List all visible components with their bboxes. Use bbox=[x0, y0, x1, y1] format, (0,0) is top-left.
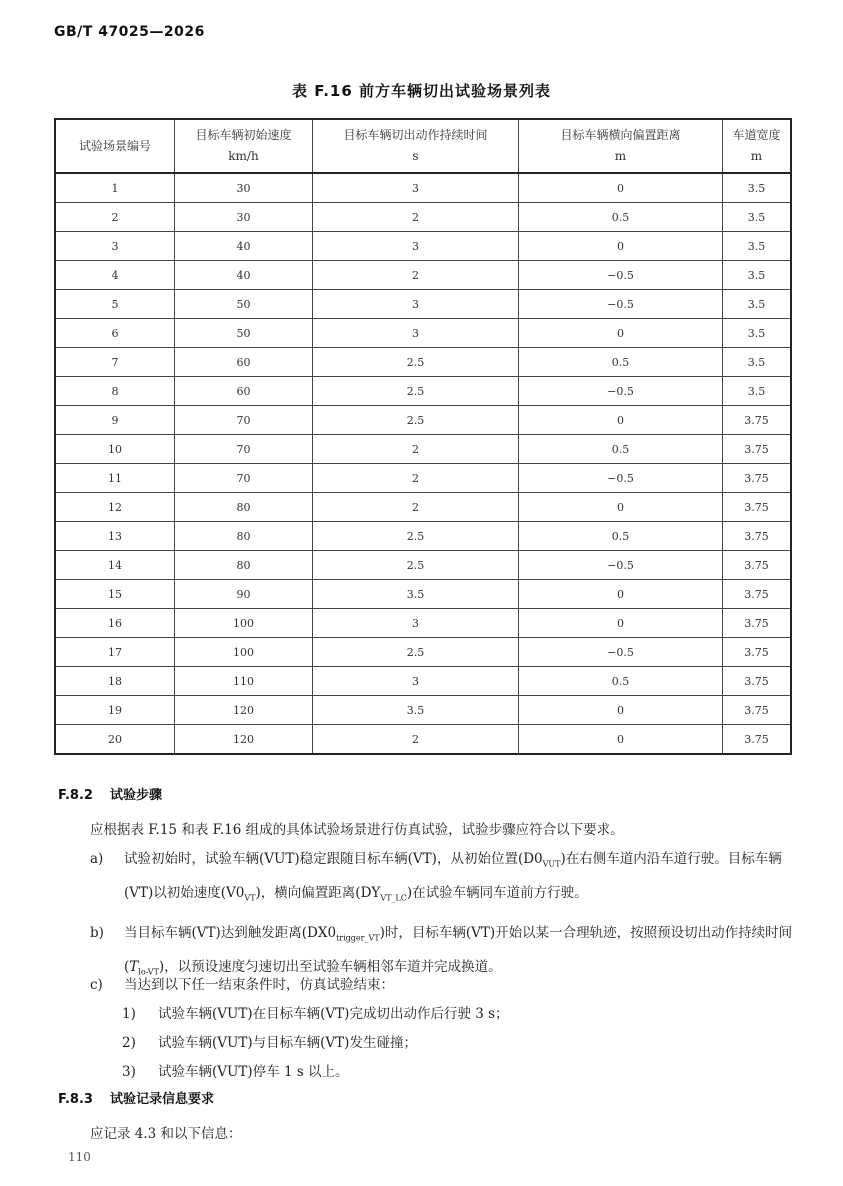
table-row bbox=[55, 261, 791, 290]
section-title: 试验记录信息要求 bbox=[110, 1092, 215, 1107]
table-cell: 2.5 bbox=[313, 638, 519, 667]
table-cell: 4 bbox=[55, 261, 175, 290]
table-row bbox=[55, 319, 791, 348]
table-cell: 0.5 bbox=[519, 667, 723, 696]
list-item-text: 当目标车辆(VT)达到触发距离$(DX0_{trigger\_VT})$时，目标车辆(VT)开始以某一合理轨迹，按照预设切出动作持续时间$(T_{lo-VT})$，以预设速度匀速切出至试验车辆相邻车道并完成换道。 bbox=[124, 925, 793, 977]
list-marker: c) bbox=[90, 977, 103, 993]
table-cell: 16 bbox=[55, 609, 175, 638]
list-item-text: 试验初始时，试验车辆(VUT)稳定跟随目标车辆(VT)，从初始位置$(D0_{VUT})$在右侧车道内沿车道行驶。目标车辆(VT)以初始速度$(V0_{VT})$，横向偏置距离$(DY_{VT\_LC})$在试验车辆同车道前方行驶。 bbox=[124, 851, 782, 903]
table-cell: 19 bbox=[55, 696, 175, 725]
list-item-text: 当达到以下任一结束条件时，仿真试验结束： bbox=[124, 977, 394, 993]
table-row bbox=[55, 377, 791, 406]
table-header-row bbox=[55, 119, 791, 173]
section-intro: 应根据表 F.15 和表 F.16 组成的具体试验场景进行仿真试验，试验步骤应符合以下要求。 bbox=[90, 822, 624, 838]
list-marker: a) bbox=[90, 851, 104, 867]
table-row bbox=[55, 348, 791, 377]
table-cell: 3.75 bbox=[723, 609, 792, 638]
sub-item-text: 试验车辆(VUT)与目标车辆(VT)发生碰撞； bbox=[158, 1035, 417, 1051]
list-item-c bbox=[90, 971, 800, 1000]
table-body bbox=[55, 173, 791, 754]
table-row bbox=[55, 638, 791, 667]
table-row bbox=[55, 522, 791, 551]
table-cell: 3.75 bbox=[723, 406, 792, 435]
table-row bbox=[55, 203, 791, 232]
section-heading-f82 bbox=[58, 784, 162, 803]
table-cell: 0.5 bbox=[519, 203, 723, 232]
table-cell: 3.75 bbox=[723, 638, 792, 667]
table-cell: 3.75 bbox=[723, 725, 792, 755]
table-row bbox=[55, 667, 791, 696]
table-cell: 0.5 bbox=[519, 522, 723, 551]
table-cell: 5 bbox=[55, 290, 175, 319]
table-cell: 3.5 bbox=[723, 261, 792, 290]
table-row bbox=[55, 290, 791, 319]
table-title: 表 F.16 前方车辆切出试验场景列表 bbox=[291, 82, 552, 100]
table-cell: 3 bbox=[313, 319, 519, 348]
table-cell: 2.5 bbox=[313, 348, 519, 377]
table-cell: −0.5 bbox=[519, 464, 723, 493]
table-cell: 2 bbox=[313, 464, 519, 493]
table-cell: 100 bbox=[175, 609, 313, 638]
table-row bbox=[55, 232, 791, 261]
table-cell: 2 bbox=[313, 203, 519, 232]
table-cell: 110 bbox=[175, 667, 313, 696]
table-cell: 10 bbox=[55, 435, 175, 464]
table-cell: 0 bbox=[519, 580, 723, 609]
table-cell: 0 bbox=[519, 696, 723, 725]
table-row bbox=[55, 435, 791, 464]
table-cell: 3.5 bbox=[723, 377, 792, 406]
table-cell: 3.5 bbox=[723, 203, 792, 232]
table-cell: 3 bbox=[313, 232, 519, 261]
table-cell: 3.75 bbox=[723, 435, 792, 464]
list-item-b bbox=[90, 919, 800, 977]
table-cell: 90 bbox=[175, 580, 313, 609]
table-cell: 3.5 bbox=[313, 696, 519, 725]
table-cell: 9 bbox=[55, 406, 175, 435]
section-intro: 应记录 4.3 和以下信息： bbox=[90, 1126, 242, 1142]
sub-item-text: 试验车辆(VUT)停车 1 s 以上。 bbox=[158, 1064, 349, 1080]
standard-number: GB/T 47025—2026 bbox=[54, 24, 205, 40]
list-marker: b) bbox=[90, 925, 104, 941]
table-cell: 100 bbox=[175, 638, 313, 667]
table-cell: 14 bbox=[55, 551, 175, 580]
table-cell: 0 bbox=[519, 609, 723, 638]
table-cell: 70 bbox=[175, 464, 313, 493]
header-initial-speed: 目标车辆初始速度 km/h bbox=[175, 119, 313, 173]
table-cell: 3.75 bbox=[723, 551, 792, 580]
table-cell: 3 bbox=[313, 173, 519, 203]
table-cell: 2 bbox=[55, 203, 175, 232]
table-row bbox=[55, 173, 791, 203]
header-cutout-duration: 目标车辆切出动作持续时间 s bbox=[313, 119, 519, 173]
table-row bbox=[55, 725, 791, 755]
sub-marker: 3) bbox=[122, 1064, 136, 1080]
table-cell: 60 bbox=[175, 377, 313, 406]
header-lane-width: 车道宽度 m bbox=[723, 119, 792, 173]
table-cell: 3 bbox=[313, 290, 519, 319]
table-cell: 3.5 bbox=[723, 290, 792, 319]
table-cell: 2.5 bbox=[313, 551, 519, 580]
table-cell: 50 bbox=[175, 319, 313, 348]
table-cell: 8 bbox=[55, 377, 175, 406]
table-cell: −0.5 bbox=[519, 290, 723, 319]
table-cell: 120 bbox=[175, 696, 313, 725]
table-cell: 30 bbox=[175, 173, 313, 203]
table-cell: 2 bbox=[313, 725, 519, 755]
table-row bbox=[55, 609, 791, 638]
table-cell: 0 bbox=[519, 232, 723, 261]
table-cell: 11 bbox=[55, 464, 175, 493]
section-heading-f83 bbox=[58, 1088, 214, 1107]
table-cell: 2.5 bbox=[313, 406, 519, 435]
table-cell: 12 bbox=[55, 493, 175, 522]
table-cell: 40 bbox=[175, 232, 313, 261]
table-cell: 0 bbox=[519, 493, 723, 522]
table-cell: 3 bbox=[55, 232, 175, 261]
table-cell: 6 bbox=[55, 319, 175, 348]
table-cell: −0.5 bbox=[519, 638, 723, 667]
section-number: F.8.3 bbox=[58, 1092, 93, 1107]
table-cell: 1 bbox=[55, 173, 175, 203]
table-cell: 2 bbox=[313, 493, 519, 522]
table-cell: 13 bbox=[55, 522, 175, 551]
scenario-table bbox=[54, 118, 792, 755]
page-number: 110 bbox=[68, 1150, 91, 1164]
table-cell: 120 bbox=[175, 725, 313, 755]
table-cell: 18 bbox=[55, 667, 175, 696]
table-cell: 0 bbox=[519, 406, 723, 435]
header-lateral-offset: 目标车辆横向偏置距离 m bbox=[519, 119, 723, 173]
table-cell: 70 bbox=[175, 406, 313, 435]
table-cell: 20 bbox=[55, 725, 175, 755]
table-cell: 3.75 bbox=[723, 493, 792, 522]
table-cell: −0.5 bbox=[519, 261, 723, 290]
table-cell: 3.75 bbox=[723, 522, 792, 551]
table-cell: 15 bbox=[55, 580, 175, 609]
sub-marker: 1) bbox=[122, 1006, 136, 1022]
table-cell: 60 bbox=[175, 348, 313, 377]
table-cell: 50 bbox=[175, 290, 313, 319]
table-cell: 0.5 bbox=[519, 348, 723, 377]
table-cell: 3.5 bbox=[313, 580, 519, 609]
section-number: F.8.2 bbox=[58, 788, 93, 803]
table-cell: 0 bbox=[519, 319, 723, 348]
table-row bbox=[55, 551, 791, 580]
table-cell: 3.75 bbox=[723, 667, 792, 696]
table-cell: 70 bbox=[175, 435, 313, 464]
sub-item-3 bbox=[122, 1058, 722, 1087]
sub-marker: 2) bbox=[122, 1035, 136, 1051]
table-cell: −0.5 bbox=[519, 551, 723, 580]
table-cell: 7 bbox=[55, 348, 175, 377]
table-row bbox=[55, 696, 791, 725]
sub-item-text: 试验车辆(VUT)在目标车辆(VT)完成切出动作后行驶 3 s； bbox=[158, 1006, 509, 1022]
table-cell: 80 bbox=[175, 551, 313, 580]
table-cell: 0 bbox=[519, 173, 723, 203]
table-cell: 30 bbox=[175, 203, 313, 232]
table-cell: 3.5 bbox=[723, 319, 792, 348]
table-cell: 3.75 bbox=[723, 464, 792, 493]
header-scenario-no: 试验场景编号 bbox=[55, 119, 175, 173]
table-cell: 2 bbox=[313, 261, 519, 290]
table-cell: 2.5 bbox=[313, 377, 519, 406]
table-cell: 17 bbox=[55, 638, 175, 667]
table-row bbox=[55, 580, 791, 609]
table-cell: 0.5 bbox=[519, 435, 723, 464]
table-row bbox=[55, 464, 791, 493]
table-cell: 3.5 bbox=[723, 173, 792, 203]
table-cell: 2 bbox=[313, 435, 519, 464]
table-cell: −0.5 bbox=[519, 377, 723, 406]
table-cell: 40 bbox=[175, 261, 313, 290]
sub-item-2 bbox=[122, 1029, 722, 1058]
sub-item-1 bbox=[122, 1000, 722, 1029]
table-row bbox=[55, 493, 791, 522]
table-row bbox=[55, 406, 791, 435]
table-cell: 3 bbox=[313, 609, 519, 638]
table-cell: 3.75 bbox=[723, 696, 792, 725]
table-cell: 3.5 bbox=[723, 232, 792, 261]
table-cell: 2.5 bbox=[313, 522, 519, 551]
table-cell: 3.75 bbox=[723, 580, 792, 609]
section-title: 试验步骤 bbox=[110, 788, 163, 803]
table-cell: 80 bbox=[175, 493, 313, 522]
table-cell: 3.5 bbox=[723, 348, 792, 377]
table-cell: 3 bbox=[313, 667, 519, 696]
table-cell: 0 bbox=[519, 725, 723, 755]
table-cell: 80 bbox=[175, 522, 313, 551]
